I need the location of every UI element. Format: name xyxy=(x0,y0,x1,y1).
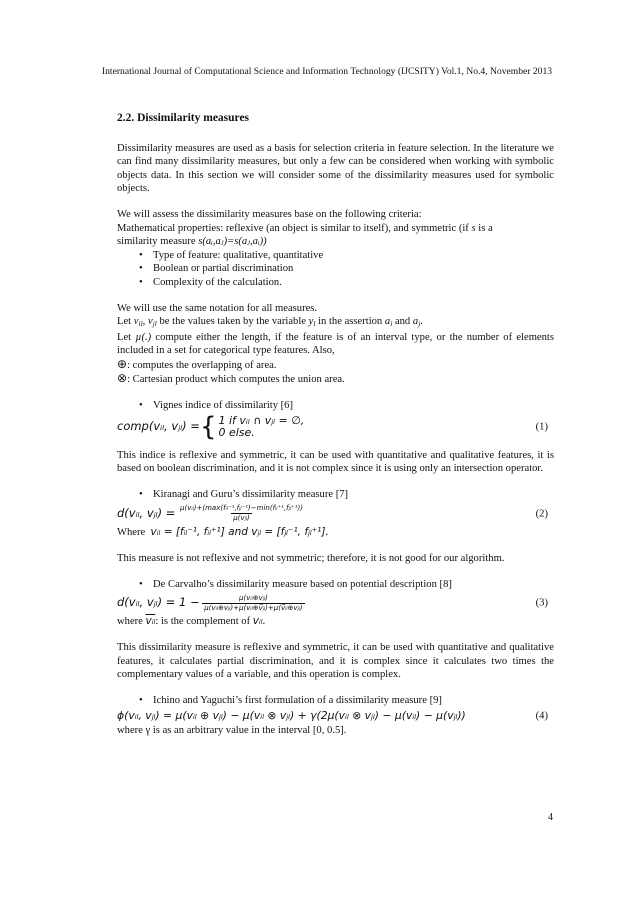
equation-3: d(vᵢₗ, vⱼₗ) = 1 − $\frac{\text{μ(vᵢₗ⊕vⱼₗ)}}{\text{μ(vᵢₗ⊕vⱼₗ)+μ(vᵢₗ⊕v̅ⱼₗ)+μ(v̅ᵢₗ⊕vⱼₗ)}}$ (3) xyxy=(117,593,548,612)
list-item: • Kiranagi and Guru’s dissimilarity measure [7] xyxy=(139,488,554,502)
list-item: • De Carvalho’s dissimilarity measure based on potential description [8] xyxy=(139,578,554,592)
otimes-icon: ⊗ xyxy=(117,371,128,385)
list-item: • Complexity of the calculation. xyxy=(139,276,554,290)
list-item: • Type of feature: qualitative, quantitative xyxy=(139,249,554,263)
measure-list-2 xyxy=(117,488,554,502)
where-line-3: where $\overline{vᵢ_l}$: is the complement of vᵢₗ. xyxy=(117,615,266,627)
criteria-similarity: similarity measure s(aᵢ,aⱼ)=s(aⱼ,aᵢ)) xyxy=(117,236,267,247)
paragraph-decarvalho: This dissimilarity measure is reflexive and symmetric, it can be used with quantitative and qualitative features, it calculates partial discrimination, and it is complex since it calculates two times the complementary values of a variable, and this operation is complex. xyxy=(117,642,554,680)
oplus-icon: ⊕ xyxy=(117,356,128,371)
equation-1: comp(vᵢₗ, vⱼₗ) = { 1 if vᵢₗ ∩ vⱼₗ = ∅, 0 else. (1) xyxy=(117,411,548,442)
page-content xyxy=(117,112,554,737)
criteria-properties: Mathematical properties: reflexive (an object is similar to itself), and symmetric (if s is a xyxy=(117,222,493,234)
equation-4: ϕ(vᵢₗ, vⱼₗ) = μ(vᵢₗ ⊕ vⱼₗ) − μ(vᵢₗ ⊗ vⱼₗ) + γ(2μ(vᵢₗ ⊗ vⱼₗ) − μ(vᵢₗ) − μ(vⱼₗ)) (4) xyxy=(117,708,548,722)
equation-number: (1) xyxy=(535,420,548,432)
oplus-definition: ⊕: computes the overlapping of area. xyxy=(117,356,277,371)
measure-list-3 xyxy=(117,578,554,592)
where-line-2: Where vᵢₗ = [fᵢₗ⁻¹, fᵢₗ⁺¹] and vⱼₗ = [fⱼₗ⁻¹, fⱼₗ⁺¹]. xyxy=(117,525,329,538)
measure-list-1 xyxy=(117,399,554,413)
notation-line-1: We will use the same notation for all measures. xyxy=(117,302,318,314)
equation-2: d(vᵢₗ, vⱼₗ) = $\frac{\text{μ(vᵢₗ)+(max(fᵢₗ⁻¹,fⱼₗ⁻¹)−min(fᵢₗ⁺¹,fⱼₗ⁺¹))}}{\text{μ(vⱼₗ)}}$ (2) xyxy=(117,504,548,522)
paragraph-vignes: This indice is reflexive and symmetric, it can be used with quantitative and qualitative features, it is based on boolean discrimination, and it is not complex since it is using only an intersection operator. xyxy=(117,449,554,474)
list-item: • Boolean or partial discrimination xyxy=(139,262,554,276)
measure-list-4 xyxy=(117,694,554,708)
criteria-list xyxy=(117,249,554,290)
where-line-4: where γ is as an arbitrary value in the interval [0, 0.5]. xyxy=(117,724,347,736)
page-number: 4 xyxy=(548,812,553,823)
list-item: • Vignes indice of dissimilarity [6] xyxy=(139,399,554,413)
paragraph-intro: Dissimilarity measures are used as a basis for selection criteria in feature selection. In the literature we can find many dissimilarity measures, but only a few can be considered when working with symbolic objects data. In this section we will consider some of the dissimilarity measures used for symbolic objects. xyxy=(117,142,554,194)
list-item: • Ichino and Yaguchi’s first formulation of a dissimilarity measure [9] xyxy=(139,694,554,708)
equation-number: (4) xyxy=(535,709,548,721)
paragraph-kiranagi: This measure is not reflexive and not symmetric; therefore, it is not good for our algorithm. xyxy=(117,552,505,564)
otimes-definition: ⊗: Cartesian product which computes the union area. xyxy=(117,371,345,385)
equation-number: (2) xyxy=(535,507,548,519)
equation-number: (3) xyxy=(535,597,548,609)
criteria-intro: We will assess the dissimilarity measures base on the following criteria: xyxy=(117,209,422,220)
notation-line-2: Let $v_{il}$, $v_{jl}$ be the values taken by the variable $y_l$ in the assertion $a_i$ and $a_j$. xyxy=(117,316,423,328)
notation-line-3: Let µ(.) compute either the length, if the feature is of an interval type, or the number of elements included in a set for categorical type features. Also, xyxy=(117,331,554,356)
section-title: 2.2. Dissimilarity measures xyxy=(117,112,250,124)
journal-header: International Journal of Computational Science and Information Technology (IJCSITY) Vol.1, No.4, November 2013 xyxy=(101,66,553,77)
